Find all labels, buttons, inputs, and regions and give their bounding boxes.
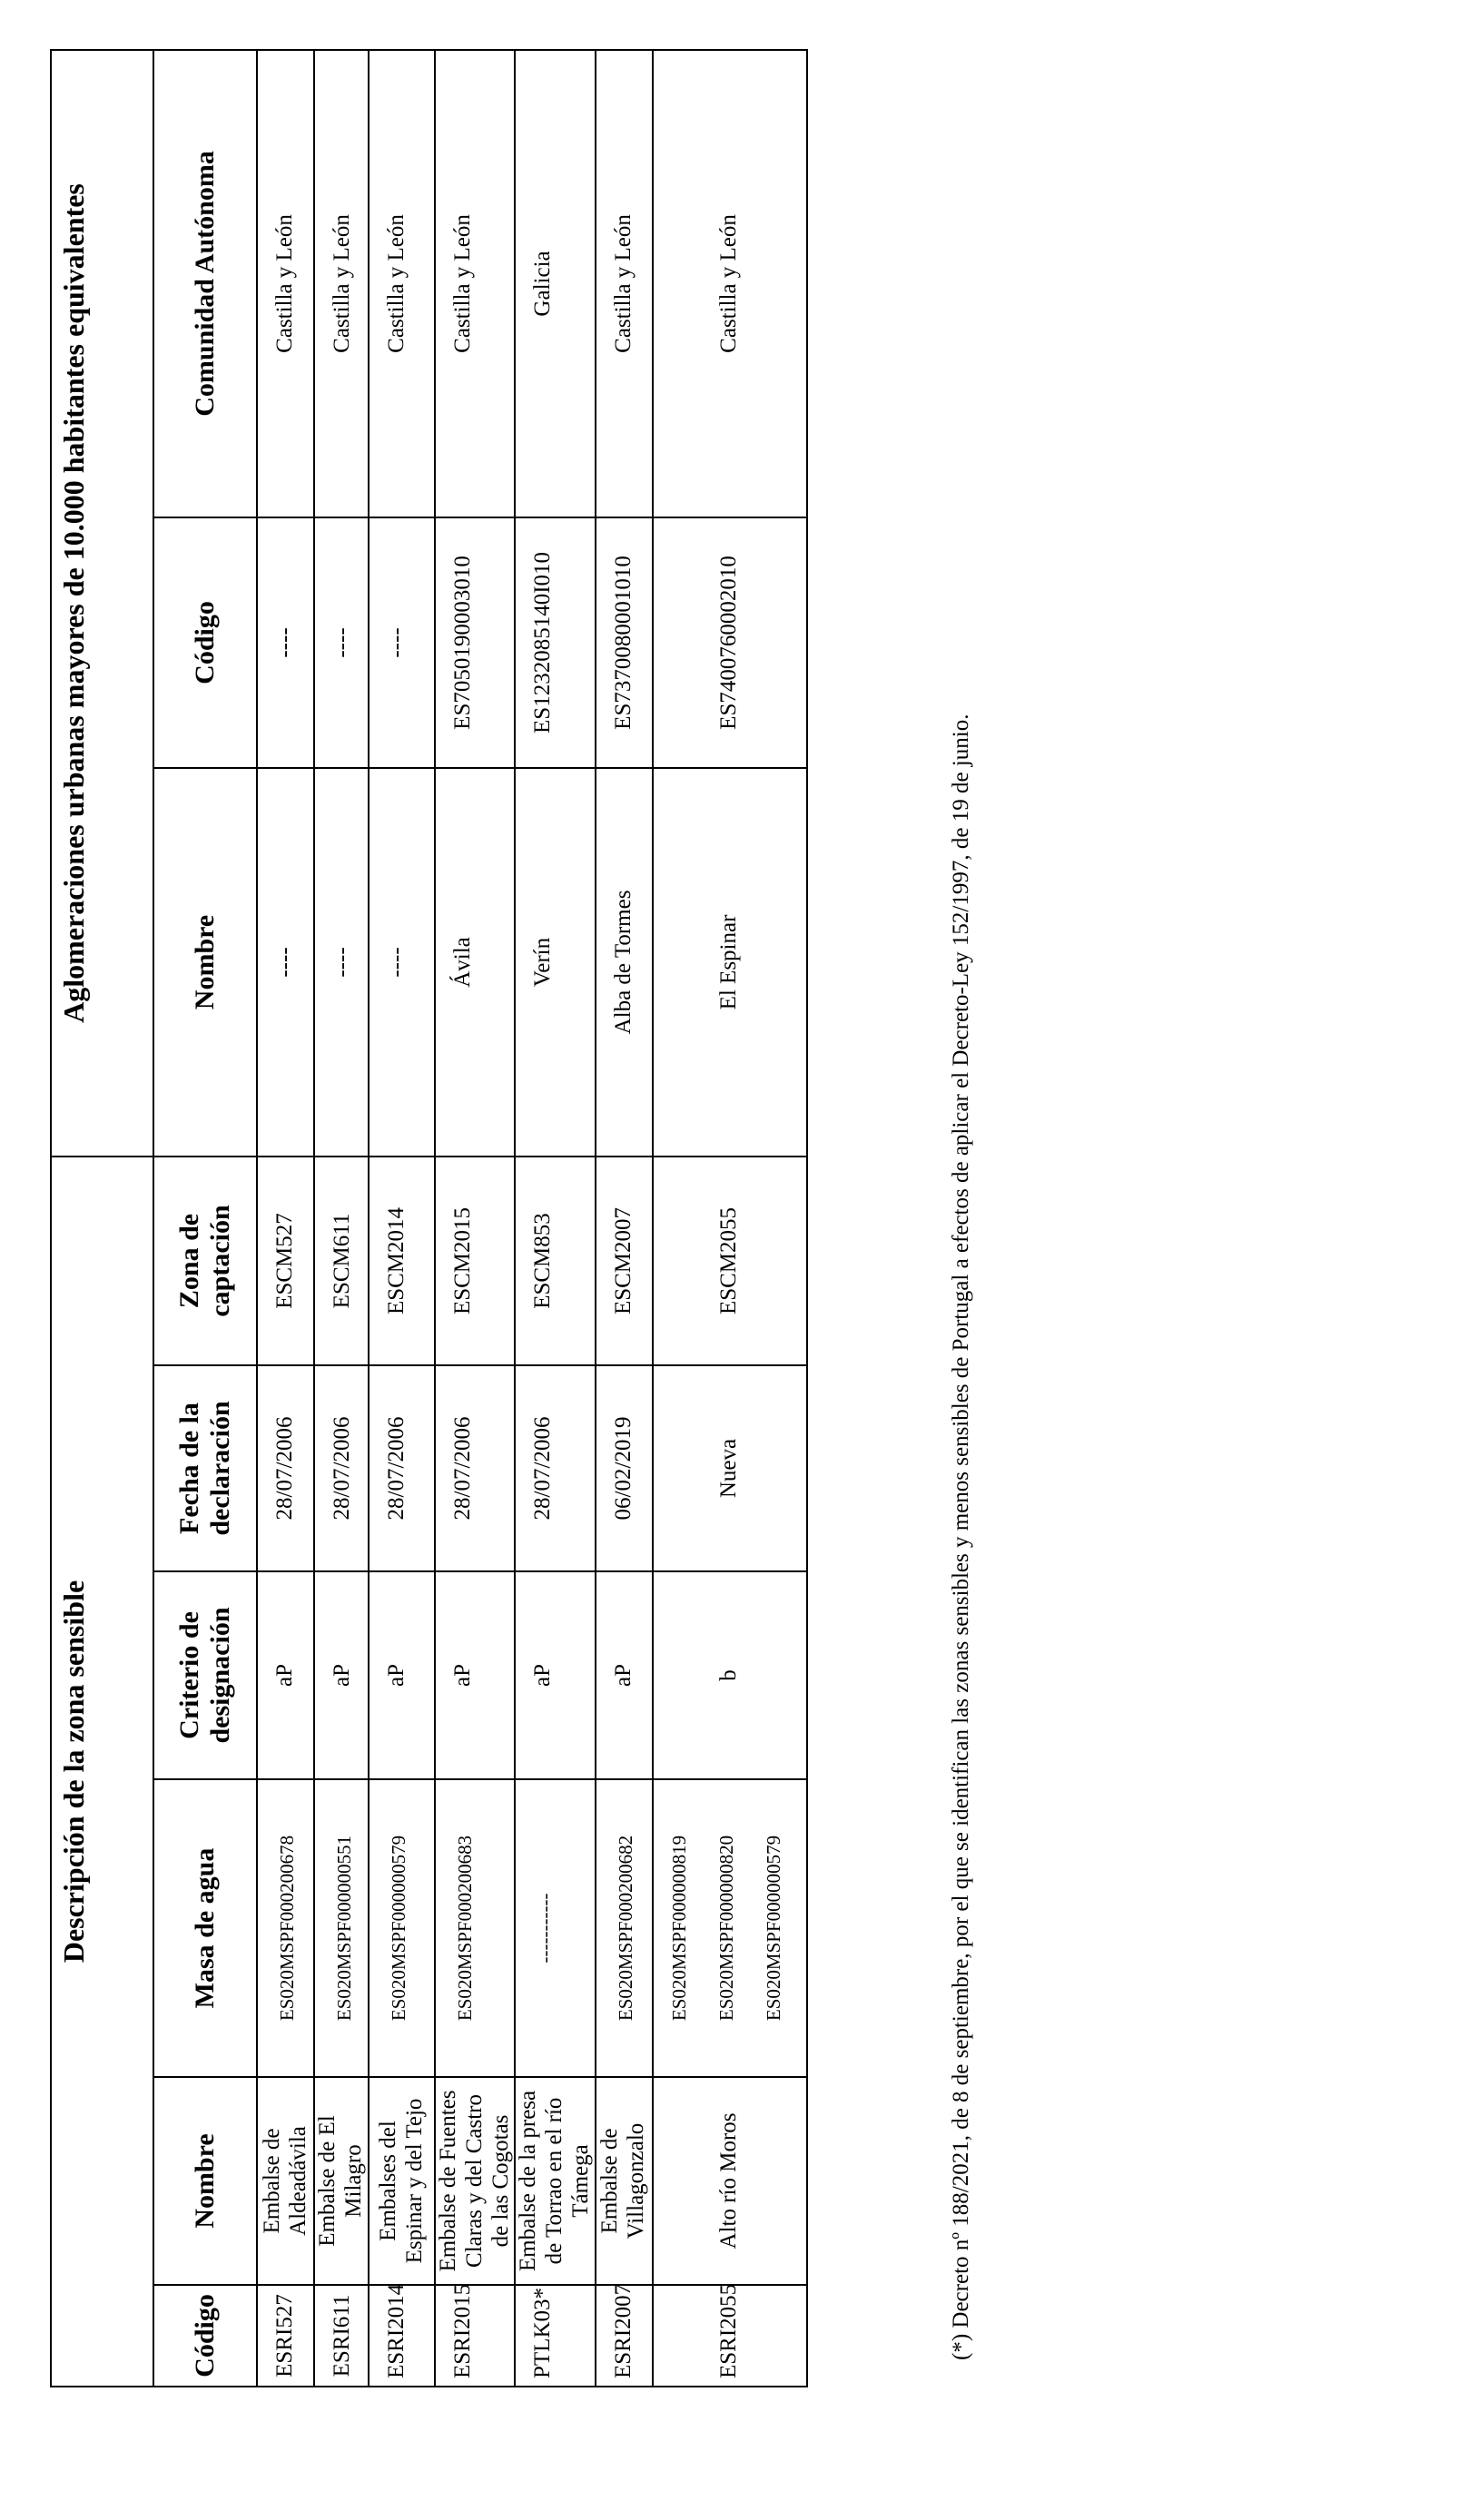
masa-agua-code: ES020MSPF000200678 xyxy=(276,1835,298,2022)
cell-masa-agua xyxy=(257,1779,314,2077)
masa-agua-code: ES020MSPF000000579 xyxy=(762,1835,784,2022)
cell-aglo-nombre: El Espinar xyxy=(653,768,807,1157)
cell-codigo: ESRI527 xyxy=(257,2285,314,2387)
cell-codigo: ESRI2015 xyxy=(435,2285,515,2387)
cell-nombre: Alto río Moros xyxy=(653,2077,807,2285)
footnote: (*) Decreto nº 188/2021, de 8 de septiembre, por el que se identifican las zonas sensibles y menos sensibles de Portugal a efectos de aplicar el Decreto-Ley 152/1997, de 19 de junio. xyxy=(949,714,973,2360)
cell-fecha: 28/07/2006 xyxy=(257,1365,314,1571)
cell-comunidad: Castilla y León xyxy=(314,50,369,517)
cell-nombre: Embalse de Aldeadávila xyxy=(257,2077,314,2285)
cell-codigo: PTLK03* xyxy=(515,2285,595,2387)
cell-fecha: 28/07/2006 xyxy=(369,1365,435,1571)
cell-codigo: ESRI611 xyxy=(314,2285,369,2387)
masa-agua-code: ----------- xyxy=(534,1893,557,1964)
cell-aglo-nombre: Alba de Tormes xyxy=(596,768,653,1157)
cell-zona-captacion: ESCM527 xyxy=(257,1157,314,1365)
header-nombre: Nombre xyxy=(153,2077,257,2285)
cell-criterio: aP xyxy=(257,1571,314,1779)
masa-agua-code: ES020MSPF000200682 xyxy=(614,1835,636,2022)
cell-masa-agua xyxy=(369,1779,435,2077)
cell-criterio: aP xyxy=(435,1571,515,1779)
cell-zona-captacion: ESCM2014 xyxy=(369,1157,435,1365)
cell-aglo-codigo: ES1232085140I010 xyxy=(515,517,595,768)
cell-nombre: Embalse de la presa de Torrao en el río Támega xyxy=(515,2077,595,2285)
masa-agua-code: ES020MSPF000000819 xyxy=(667,1835,690,2022)
group-header-zona-sensible: Descripción de la zona sensible xyxy=(51,1157,153,2387)
masa-agua-code: ES020MSPF000200683 xyxy=(454,1835,476,2022)
cell-comunidad: Castilla y León xyxy=(653,50,807,517)
cell-criterio: b xyxy=(653,1571,807,1779)
cell-masa-agua xyxy=(653,1779,807,2077)
cell-aglo-nombre: ---- xyxy=(257,768,314,1157)
cell-comunidad: Castilla y León xyxy=(369,50,435,517)
cell-fecha: Nueva xyxy=(653,1365,807,1571)
cell-aglo-codigo: ---- xyxy=(257,517,314,768)
cell-fecha: 28/07/2006 xyxy=(435,1365,515,1571)
masa-agua-code: ES020MSPF000000551 xyxy=(333,1835,355,2022)
cell-fecha: 06/02/2019 xyxy=(596,1365,653,1571)
cell-aglo-nombre: ---- xyxy=(369,768,435,1157)
cell-codigo: ESRI2007 xyxy=(596,2285,653,2387)
header-zona-captacion: Zona de captación xyxy=(153,1157,257,1365)
masa-agua-code: ES020MSPF000000579 xyxy=(388,1835,409,2022)
cell-criterio: aP xyxy=(314,1571,369,1779)
table-row xyxy=(369,50,435,2387)
table-row xyxy=(653,50,807,2387)
cell-masa-agua xyxy=(435,1779,515,2077)
cell-aglo-codigo: ES7050190003010 xyxy=(435,517,515,768)
header-aglo-codigo: Código xyxy=(153,517,257,768)
cell-nombre: Embalse de Fuentes Claras y del Castro de las Cogotas xyxy=(435,2077,515,2285)
cell-aglo-nombre: Verín xyxy=(515,768,595,1157)
header-criterio: Criterio de designación xyxy=(153,1571,257,1779)
table-body xyxy=(257,50,807,2387)
header-masa-agua: Masa de agua xyxy=(153,1779,257,2077)
masa-agua-code: ES020MSPF000000820 xyxy=(714,1835,737,2022)
header-codigo: Código xyxy=(153,2285,257,2387)
cell-criterio: aP xyxy=(515,1571,595,1779)
header-comunidad: Comunidad Autónoma xyxy=(153,50,257,517)
cell-comunidad: Castilla y León xyxy=(596,50,653,517)
cell-comunidad: Castilla y León xyxy=(257,50,314,517)
table-row xyxy=(435,50,515,2387)
rotated-table-container xyxy=(50,51,878,2387)
cell-nombre: Embalse de El Milagro xyxy=(314,2077,369,2285)
cell-nombre: Embalses del Espinar y del Tejo xyxy=(369,2077,435,2285)
cell-zona-captacion: ESCM2055 xyxy=(653,1157,807,1365)
cell-aglo-nombre: Ávila xyxy=(435,768,515,1157)
cell-codigo: ESRI2014 xyxy=(369,2285,435,2387)
cell-comunidad: Castilla y León xyxy=(435,50,515,517)
header-aglo-nombre: Nombre xyxy=(153,768,257,1157)
cell-criterio: aP xyxy=(369,1571,435,1779)
cell-aglo-nombre: ---- xyxy=(314,768,369,1157)
sensitive-zones-table xyxy=(50,49,808,2387)
cell-fecha: 28/07/2006 xyxy=(314,1365,369,1571)
cell-masa-agua xyxy=(596,1779,653,2077)
cell-codigo: ESRI2055 xyxy=(653,2285,807,2387)
table-row xyxy=(257,50,314,2387)
header-fecha: Fecha de la declaración xyxy=(153,1365,257,1571)
table-row xyxy=(596,50,653,2387)
cell-comunidad: Galicia xyxy=(515,50,595,517)
cell-aglo-codigo: ---- xyxy=(314,517,369,768)
cell-masa-agua xyxy=(314,1779,369,2077)
table-row xyxy=(515,50,595,2387)
cell-nombre: Embalse de Villagonzalo xyxy=(596,2077,653,2285)
cell-aglo-codigo: ES7400760002010 xyxy=(653,517,807,768)
cell-zona-captacion: ESCM2015 xyxy=(435,1157,515,1365)
group-header-aglomeraciones: Aglomeraciones urbanas mayores de 10.000 habitantes equivalentes xyxy=(51,50,153,1157)
cell-zona-captacion: ESCM2007 xyxy=(596,1157,653,1365)
cell-criterio: aP xyxy=(596,1571,653,1779)
cell-aglo-codigo: ---- xyxy=(369,517,435,768)
cell-fecha: 28/07/2006 xyxy=(515,1365,595,1571)
table-row xyxy=(314,50,369,2387)
cell-masa-agua xyxy=(515,1779,595,2077)
cell-aglo-codigo: ES7370080001010 xyxy=(596,517,653,768)
cell-zona-captacion: ESCM853 xyxy=(515,1157,595,1365)
cell-zona-captacion: ESCM611 xyxy=(314,1157,369,1365)
